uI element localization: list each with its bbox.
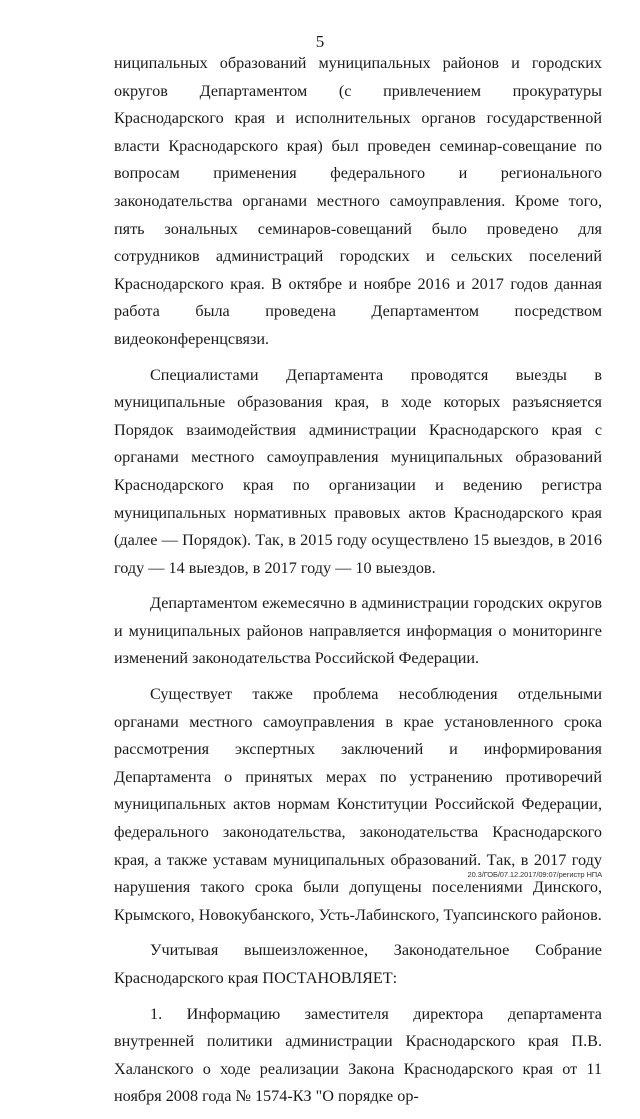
paragraph-monitoring: Департаментом ежемесячно в администрации городских округов и муниципальных районов направляется информация о мониторинге изменений законодательства Российской Федерации. <box>114 594 602 668</box>
paragraph-seminars: ниципальных образований муниципальных районов и городских округов Департаментом (с привлечением прокуратуры Краснодарского края и исполнительных органов государственной власти Краснодарского края) был проведен семинар-совещание по вопросам применения федерального и регионального законодательства органами местного самоуправления. Кроме того, пять зональных семинаров-совещаний было проведено для сотрудников администраций городских и сельских поселений Краснодарского края. В октябре и ноябре 2016 и 2017 годов данная работа была проведена Департаментом посредством видеоконференцсвязи. <box>114 54 602 348</box>
paragraph-resolution-item-1: 1. Информацию заместителя директора департамента внутренней политики администрации Краснодарского края П.В. Халанского о ходе реализации Закона Краснодарского края от 11 ноября 2008 года № 1574-КЗ "О порядке ор- <box>114 1004 602 1106</box>
footer-registry-code: 20.3/ГОБ/07.12.2017/09:07/регистр НПА <box>467 870 602 879</box>
paragraph-resolution-preamble: Учитывая вышеизложенное, Законодательное Собрание Краснодарского края ПОСТАНОВЛЯЕТ: <box>114 941 602 987</box>
paragraph-field-visits: Специалистами Департамента проводятся выезды в муниципальные образования края, в ходе которых разъясняется Порядок взаимодействия администрации Краснодарского края с органами местного самоуправления муниципальных образований Краснодарского края по организации и ведению регистра муниципальных нормативных правовых актов Краснодарского края (далее — Порядок). Так, в 2015 году осуществлено 15 выездов, в 2016 году — 14 выездов, в 2017 году — 10 выездов. <box>114 365 602 577</box>
paragraph-deadline-violations: Существует также проблема несоблюдения отдельными органами местного самоуправления в крае установленного срока рассмотрения экспертных заключений и информирования Департамента о принятых мерах по устранению противоречий муниципальных актов нормам Конституции Российской Федерации, федерального законодательства, законодательства Краснодарского края, а также уставам муниципальных образований. Так, в 2017 году нарушения такого срока были допущены поселениями Динского, Крымского, Новокубанского, Усть-Лабинского, Туапсинского районов. <box>114 685 602 924</box>
page-number: 5 <box>315 32 325 51</box>
document-body <box>114 50 602 1119</box>
